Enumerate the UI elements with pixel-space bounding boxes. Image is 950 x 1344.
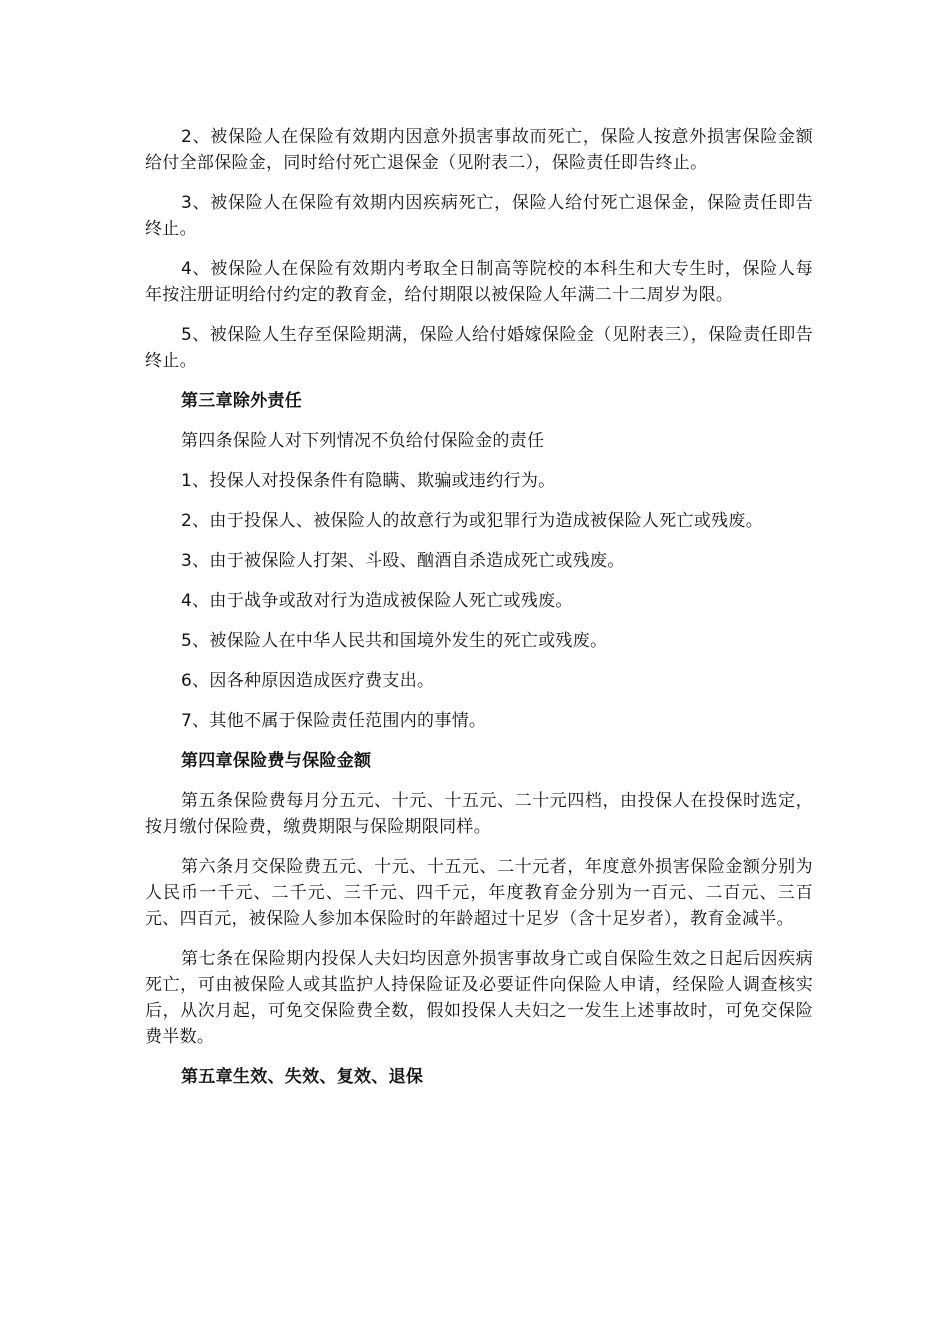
clause-paragraph: 3、由于被保险人打架、斗殴、酗酒自杀造成死亡或残废。 xyxy=(181,551,625,571)
clause-paragraph: 1、投保人对投保条件有隐瞒、欺骗或违约行为。 xyxy=(181,471,556,491)
clause-paragraph: 5、被保险人生存至保险期满，保险人给付婚嫁保险金（见附表三），保险责任即告终止。 xyxy=(145,325,813,371)
document-body xyxy=(145,124,813,1104)
clause-paragraph: 5、被保险人在中华人民共和国境外发生的死亡或残废。 xyxy=(181,631,608,651)
clause-paragraph: 4、由于战争或敌对行为造成被保险人死亡或残废。 xyxy=(181,591,573,611)
chapter-heading: 第四章保险费与保险金额 xyxy=(181,751,372,771)
clause-paragraph: 4、被保险人在保险有效期内考取全日制高等院校的本科生和大专生时，保险人每年按注册证明给付约定的教育金，给付期限以被保险人年满二十二周岁为限。 xyxy=(145,259,813,305)
chapter-heading: 第五章生效、失效、复效、退保 xyxy=(181,1067,424,1087)
clause-paragraph: 2、被保险人在保险有效期内因意外损害事故而死亡，保险人按意外损害保险金额给付全部保险金，同时给付死亡退保金（见附表二），保险责任即告终止。 xyxy=(145,127,813,173)
clause-paragraph: 6、因各种原因造成医疗费支出。 xyxy=(181,671,435,691)
article-paragraph: 第五条保险费每月分五元、十元、十五元、二十元四档，由投保人在投保时选定，按月缴付保险费，缴费期限与保险期限同样。 xyxy=(145,791,813,837)
clause-paragraph: 7、其他不属于保险责任范围内的事情。 xyxy=(181,711,487,731)
chapter-heading: 第三章除外责任 xyxy=(181,391,303,411)
article-paragraph: 第六条月交保险费五元、十元、十五元、二十元者，年度意外损害保险金额分别为人民币一千元、二千元、三千元、四千元，年度教育金分别为一百元、二百元、三百元、四百元，被保险人参加本保险时的年龄超过十足岁（含十足岁者），教育金减半。 xyxy=(145,857,813,929)
clause-paragraph: 3、被保险人在保险有效期内因疾病死亡，保险人给付死亡退保金，保险责任即告终止。 xyxy=(145,193,813,239)
clause-paragraph: 2、由于投保人、被保险人的故意行为或犯罪行为造成被保险人死亡或残废。 xyxy=(181,511,764,531)
article-paragraph: 第四条保险人对下列情况不负给付保险金的责任 xyxy=(181,431,545,451)
article-paragraph: 第七条在保险期内投保人夫妇均因意外损害事故身亡或自保险生效之日起后因疾病死亡，可由被保险人或其监护人持保险证及必要证件向保险人申请，经保险人调查核实后，从次月起，可免交保险费全数，假如投保人夫妇之一发生上述事故时，可免交保险费半数。 xyxy=(145,949,813,1047)
